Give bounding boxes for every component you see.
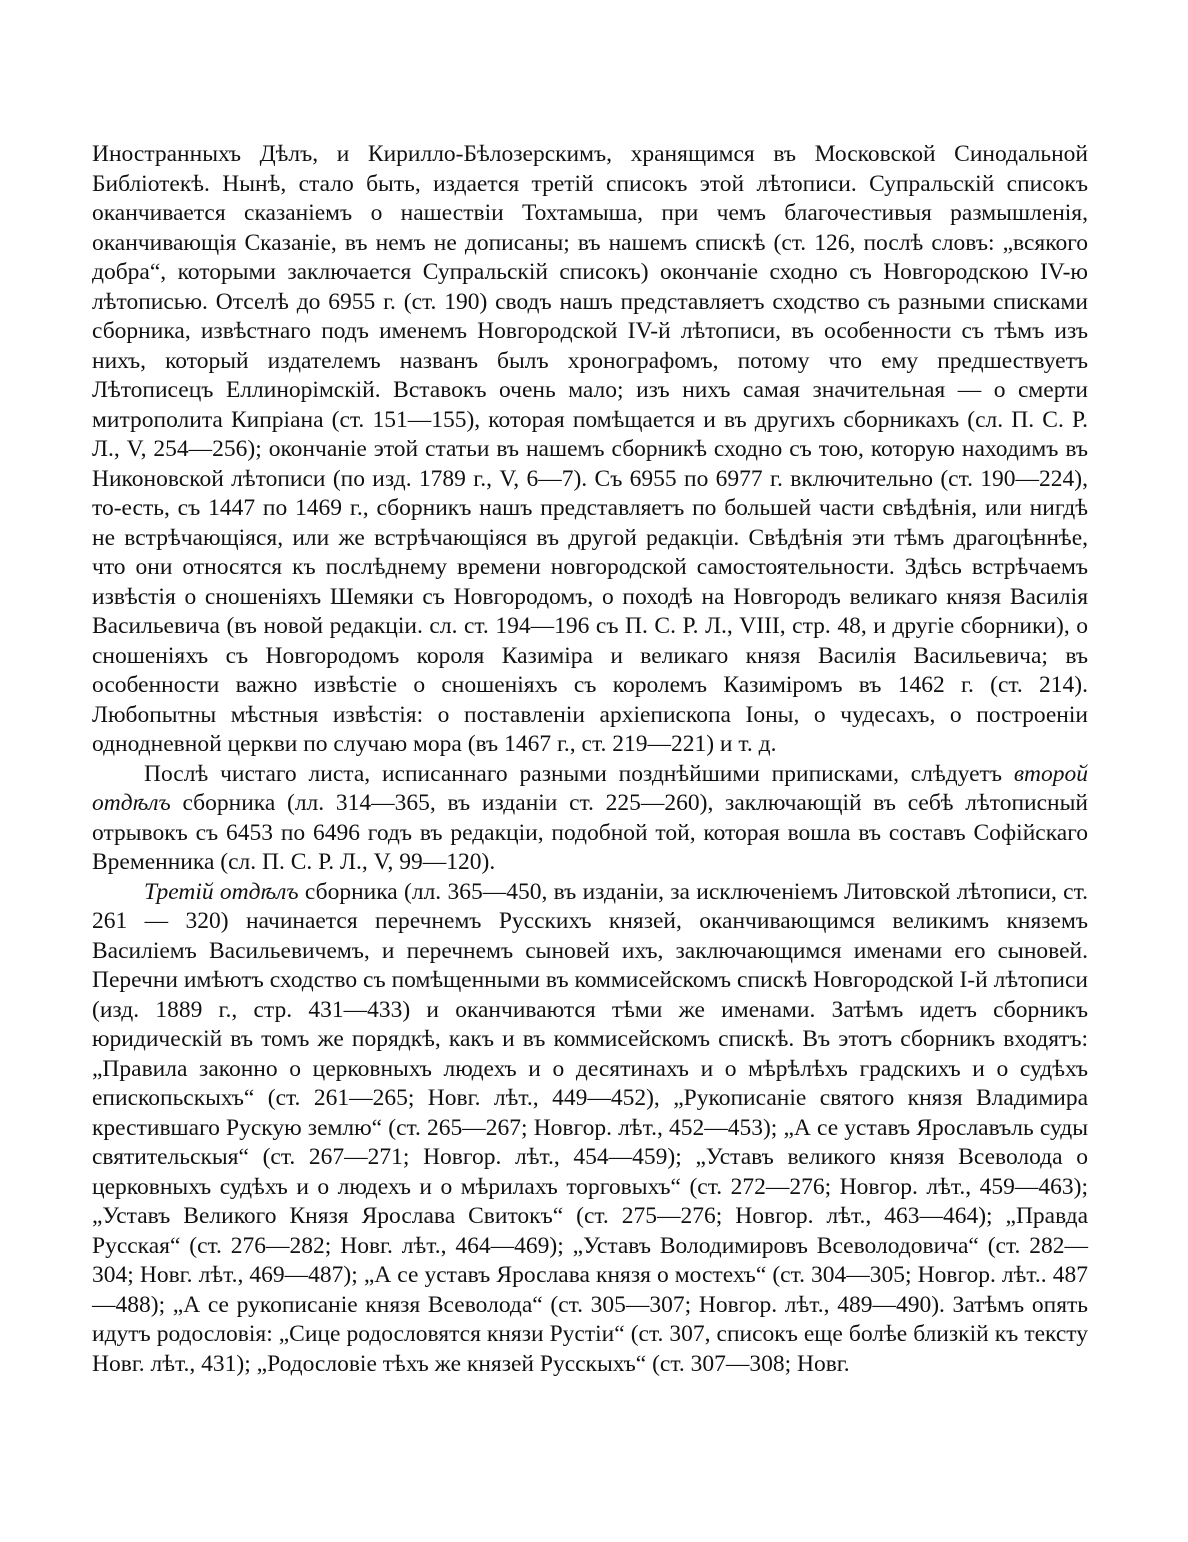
paragraph-1 <box>92 140 1088 760</box>
document-page <box>92 140 1088 1379</box>
paragraph-3 <box>92 878 1088 1380</box>
text-run: Послѣ чистаго листа, исписаннаго разными позднѣйшими приписками, слѣдуетъ <box>144 760 1014 787</box>
text-run: сборника (лл. 314—365, въ изданіи ст. 225—260), заключающій въ себѣ лѣтописный отрывокъ съ 6453 по 6496 годъ въ редакціи, подобной той, которая вошла въ составъ Софійскаго Временника (сл. П. С. Р. Л., V, 99—120). <box>92 790 1088 875</box>
text-run: сборника (лл. 365—450, въ изданіи, за исключеніемъ Литовской лѣтописи, ст. 261 — 320) начинается перечнемъ Русскихъ князей, оканчивающимся великимъ княземъ Василіемъ Васильевичемъ, и перечнемъ сыновей ихъ, заключающимся именами его сыновей. Перечни имѣютъ сходство съ помѣщенными въ коммисейскомъ спискѣ Новгородской I-й лѣтописи (изд. 1889 г., стр. 431—433) и оканчиваются тѣми же именами. Затѣмъ идетъ сборникъ юридическій въ томъ же порядкѣ, какъ и въ коммисейскомъ спискѣ. Въ этотъ сборникъ входятъ: „Правила законно о церковныхъ людехъ и о десятинахъ и о мѣрѣлѣхъ градскихъ и о судѣхъ епископьскыхъ“ (ст. 261—265; Новг. лѣт., 449—452), „Рукописаніе святого князя Владимира крестившаго Рускую землю“ (ст. 265—267; Новгор. лѣт., 452—453); „А се уставъ Ярославъль суды святительскыя“ (ст. 267—271; Новгор. лѣт., 454—459); „Уставъ великого князя Всеволода о церковныхъ судѣхъ и о людехъ и о мѣрилахъ торговыхъ“ (ст. 272—276; Новгор. лѣт., 459—463); „Уставъ Великого Князя Ярослава Свитокъ“ (ст. 275—276; Новгор. лѣт., 463—464); „Правда Русская“ (ст. 276—282; Новг. лѣт., 464—469); „Уставъ Володимировъ Всеволодовича“ (ст. 282—304; Новг. лѣт., 469—487); „А се уставъ Ярослава князя о мостехъ“ (ст. 304—305; Новгор. лѣт.. 487—488); „А се рукописаніе князя Всеволода“ (ст. 305—307; Новгор. лѣт., 489—490). Затѣмъ опять идутъ родословія: „Сице родословятся князи Рустіи“ (ст. 307, списокъ еще болѣе близкій къ тексту Новг. лѣт., 431); „Родословіе тѣхъ же князей Русскыхъ“ (ст. 307—308; Новг. <box>92 878 1088 1377</box>
italic-run: Третій отдѣлъ <box>144 878 299 905</box>
paragraph-2 <box>92 760 1088 878</box>
italic-run: второй отдѣлъ <box>92 760 1088 816</box>
text-run: Иностранныхъ Дѣлъ, и Кирилло-Бѣлозерскимъ, хранящимся въ Московской Синодальной Библіотекѣ. Нынѣ, стало быть, издается третій списокъ этой лѣтописи. Супральскій списокъ оканчивается сказаніемъ о нашествіи Тохтамыша, при чемъ благочестивыя размышленія, оканчивающія Сказаніе, въ немъ не дописаны; въ нашемъ спискѣ (ст. 126, послѣ словъ: „всякого добра“, которыми заключается Супральскій списокъ) окончаніе сходно съ Новгородскою IV-ю лѣтописью. Отселѣ до 6955 г. (ст. 190) сводъ нашъ представляетъ сходство съ разными списками сборника, извѣстнаго подъ именемъ Новгородской IV-й лѣтописи, въ особенности съ тѣмъ изъ нихъ, который издателемъ названъ былъ хронографомъ, потому что ему предшествуетъ Лѣтописецъ Еллинорімскій. Вставокъ очень мало; изъ нихъ самая значительная — о смерти митрополита Кипріана (ст. 151—155), которая помѣщается и въ другихъ сборникахъ (сл. П. С. Р. Л., V, 254—256); окончаніе этой статьи въ нашемъ сборникѣ сходно съ тою, которую находимъ въ Никоновской лѣтописи (по изд. 1789 г., V, 6—7). Съ 6955 по 6977 г. включительно (ст. 190—224), то-есть, съ 1447 по 1469 г., сборникъ нашъ представляетъ по большей части свѣдѣнія, или нигдѣ не встрѣчающіяся, или же встрѣчающіяся въ другой редакціи. Свѣдѣнія эти тѣмъ драгоцѣннѣе, что они относятся къ послѣднему времени новгородской самостоятельности. Здѣсь встрѣчаемъ извѣстія о сношеніяхъ Шемяки съ Новгородомъ, о походѣ на Новгородъ великаго князя Василія Васильевича (въ новой редакціи. сл. ст. 194—196 съ П. С. Р. Л., VIII, стр. 48, и другіе сборники), о сношеніяхъ съ Новгородомъ короля Казиміра и великаго князя Василія Васильевича; въ особенности важно извѣстіе о сношеніяхъ съ королемъ Казиміромъ въ 1462 г. (ст. 214). Любопытны мѣстныя извѣстія: о поставленіи архіепископа Іоны, о чудесахъ, о построеніи однодневной церкви по случаю мора (въ 1467 г., ст. 219—221) и т. д. <box>92 141 1088 757</box>
